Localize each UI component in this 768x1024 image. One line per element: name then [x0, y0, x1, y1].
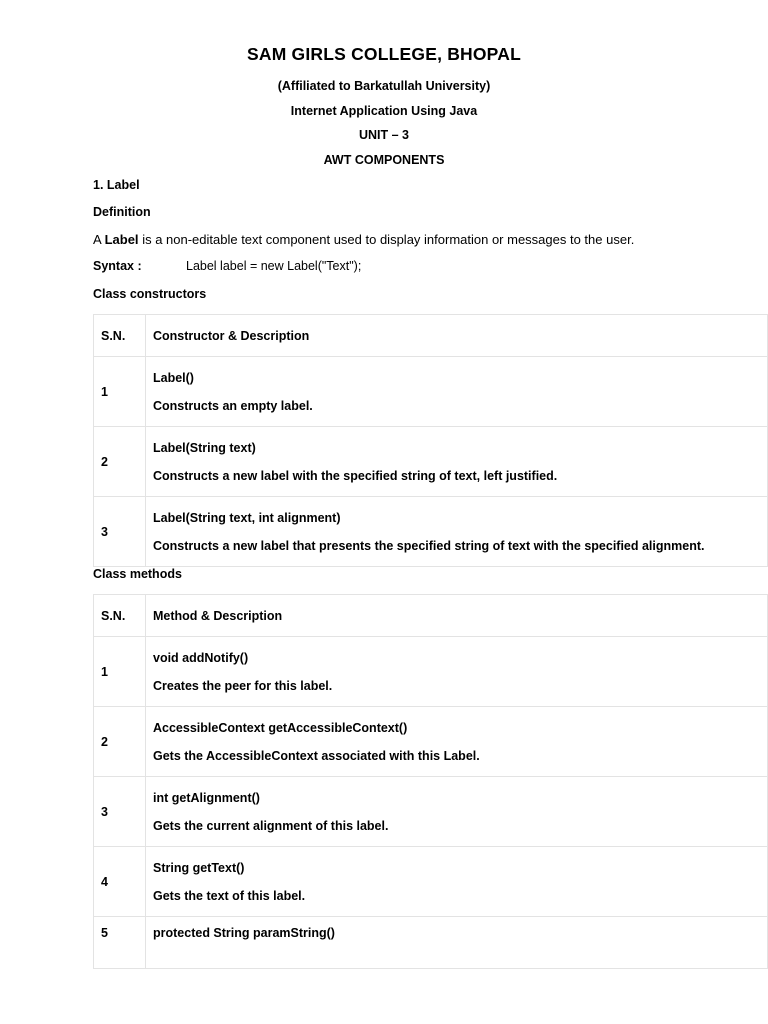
section-heading: 1. Label	[93, 178, 140, 192]
constructors-heading: Class constructors	[93, 287, 207, 301]
table-row	[94, 847, 768, 917]
method-description: Creates the peer for this label.	[153, 678, 333, 693]
row-sn: 3	[94, 777, 146, 847]
methods-table	[93, 594, 768, 969]
constructors-table	[93, 314, 768, 567]
table-row	[94, 497, 768, 567]
table-row	[94, 707, 768, 777]
method-name: AccessibleContext getAccessibleContext()	[153, 720, 408, 735]
header-description: Constructor & Description	[146, 315, 768, 357]
constructor-description: Constructs a new label that presents the specified string of text with the specified alignment.	[153, 538, 705, 553]
row-content	[146, 497, 768, 567]
syntax-line	[93, 259, 362, 273]
table-row	[94, 427, 768, 497]
table-row	[94, 637, 768, 707]
methods-heading: Class methods	[93, 567, 182, 581]
row-sn: 4	[94, 847, 146, 917]
row-sn: 1	[94, 357, 146, 427]
row-sn: 1	[94, 637, 146, 707]
table-row	[94, 777, 768, 847]
method-name: String getText()	[153, 860, 245, 875]
row-content	[146, 777, 768, 847]
method-description: Gets the current alignment of this label.	[153, 818, 389, 833]
header-sn: S.N.	[94, 595, 146, 637]
row-content	[146, 427, 768, 497]
constructor-name: Label()	[153, 370, 194, 385]
row-sn: 3	[94, 497, 146, 567]
definition-paragraph	[93, 232, 634, 247]
row-sn: 5	[94, 917, 146, 969]
constructor-name: Label(String text)	[153, 440, 256, 455]
syntax-label: Syntax :	[93, 259, 142, 273]
topic-line: AWT COMPONENTS	[323, 153, 445, 167]
header-sn: S.N.	[94, 315, 146, 357]
course-line: Internet Application Using Java	[290, 104, 478, 118]
method-name: protected String paramString()	[153, 926, 335, 940]
unit-line: UNIT – 3	[358, 128, 409, 142]
affiliation-line: (Affiliated to Barkatullah University)	[277, 79, 491, 93]
definition-heading: Definition	[93, 205, 151, 219]
row-content	[146, 357, 768, 427]
row-content	[146, 637, 768, 707]
constructor-description: Constructs an empty label.	[153, 398, 313, 413]
method-name: void addNotify()	[153, 650, 249, 665]
constructor-description: Constructs a new label with the specified string of text, left justified.	[153, 468, 558, 483]
row-content	[146, 707, 768, 777]
table-row	[94, 917, 768, 969]
table-header-row	[94, 315, 768, 357]
method-description: Gets the text of this label.	[153, 888, 306, 903]
method-description: Gets the AccessibleContext associated with this Label.	[153, 748, 480, 763]
table-header-row	[94, 595, 768, 637]
row-content	[146, 847, 768, 917]
row-sn: 2	[94, 707, 146, 777]
constructor-name: Label(String text, int alignment)	[153, 510, 341, 525]
syntax-code: Label label = new Label("Text");	[186, 259, 362, 273]
row-sn: 2	[94, 427, 146, 497]
method-name: int getAlignment()	[153, 790, 260, 805]
definition-prefix: A	[93, 232, 101, 247]
college-title: SAM GIRLS COLLEGE, BHOPAL	[247, 44, 521, 64]
definition-term: Label	[104, 232, 139, 247]
table-row	[94, 357, 768, 427]
header-description: Method & Description	[146, 595, 768, 637]
definition-text: is a non-editable text component used to display information or messages to the user.	[142, 232, 635, 247]
row-content	[146, 917, 768, 969]
